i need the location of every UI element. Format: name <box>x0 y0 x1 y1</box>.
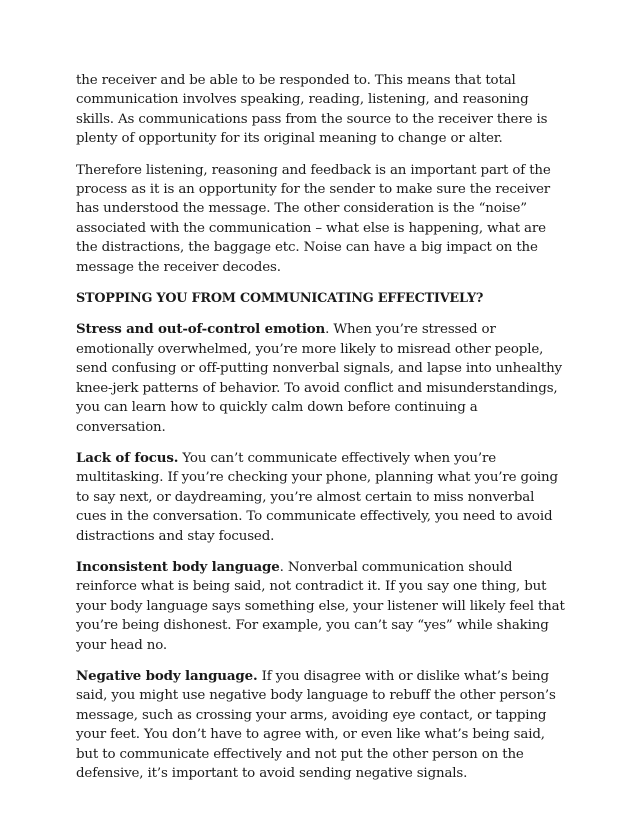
body-paragraph-1: the receiver and be able to be responded to. This means that total communication involves speaking, reading, listening, and reasoning skills. As communications pass from the source to the receiver there is plenty of opportunity for its original meaning to change or alter. <box>76 73 548 147</box>
barrier-text-inconsistent: . Nonverbal communication should reinforce what is being said, not contradict it. If you say one thing, but your body language says something else, your listener will likely feel that you’re being dishonest. For example, you can’t say “yes” while shaking your head no. <box>76 559 565 653</box>
barrier-item-stress <box>76 320 566 436</box>
barrier-lead-inconsistent: Inconsistent body language <box>76 558 280 575</box>
barrier-lead-negative: Negative body language. <box>76 667 258 684</box>
barrier-text-focus: You can’t communicate effectively when you’re multitasking. If you’re checking your phone, planning what you’re going to say next, or daydreaming, you’re almost certain to miss nonverbal cues in the conversation. To communicate effectively, you need to avoid distractions and stay focused. <box>76 450 558 544</box>
barrier-text-negative: If you disagree with or dislike what’s being said, you might use negative body language to rebuff the other person’s message, such as crossing your arms, avoiding eye contact, or tapping your feet. You don’t have to agree with, or even like what’s being said, but to communicate effectively and not put the other person on the defensive, it’s important to avoid sending negative signals. <box>76 668 556 781</box>
document-page <box>76 71 566 795</box>
barrier-item-inconsistent <box>76 558 566 655</box>
body-paragraph-2: Therefore listening, reasoning and feedback is an important part of the process as it is an opportunity for the sender to make sure the receiver has understood the message. The other consideration is the “noise” associated with the communication – what else is happening, what are the distractions, the baggage etc. Noise can have a big impact on the message the receiver decodes. <box>76 162 551 275</box>
barrier-item-negative <box>76 667 566 783</box>
barrier-lead-focus: Lack of focus. <box>76 449 179 466</box>
barrier-text-stress: . When you’re stressed or emotionally overwhelmed, you’re more likely to misread other people, send confusing or off-putting nonverbal signals, and lapse into unhealthy knee-jerk patterns of behavior. To avoid conflict and misunderstandings, you can learn how to quickly calm down before continuing a conversation. <box>76 322 562 435</box>
section-heading: STOPPING YOU FROM COMMUNICATING EFFECTIVELY? <box>76 291 484 307</box>
barrier-item-focus <box>76 449 566 546</box>
barrier-lead-stress: Stress and out-of-control emotion <box>76 321 326 338</box>
